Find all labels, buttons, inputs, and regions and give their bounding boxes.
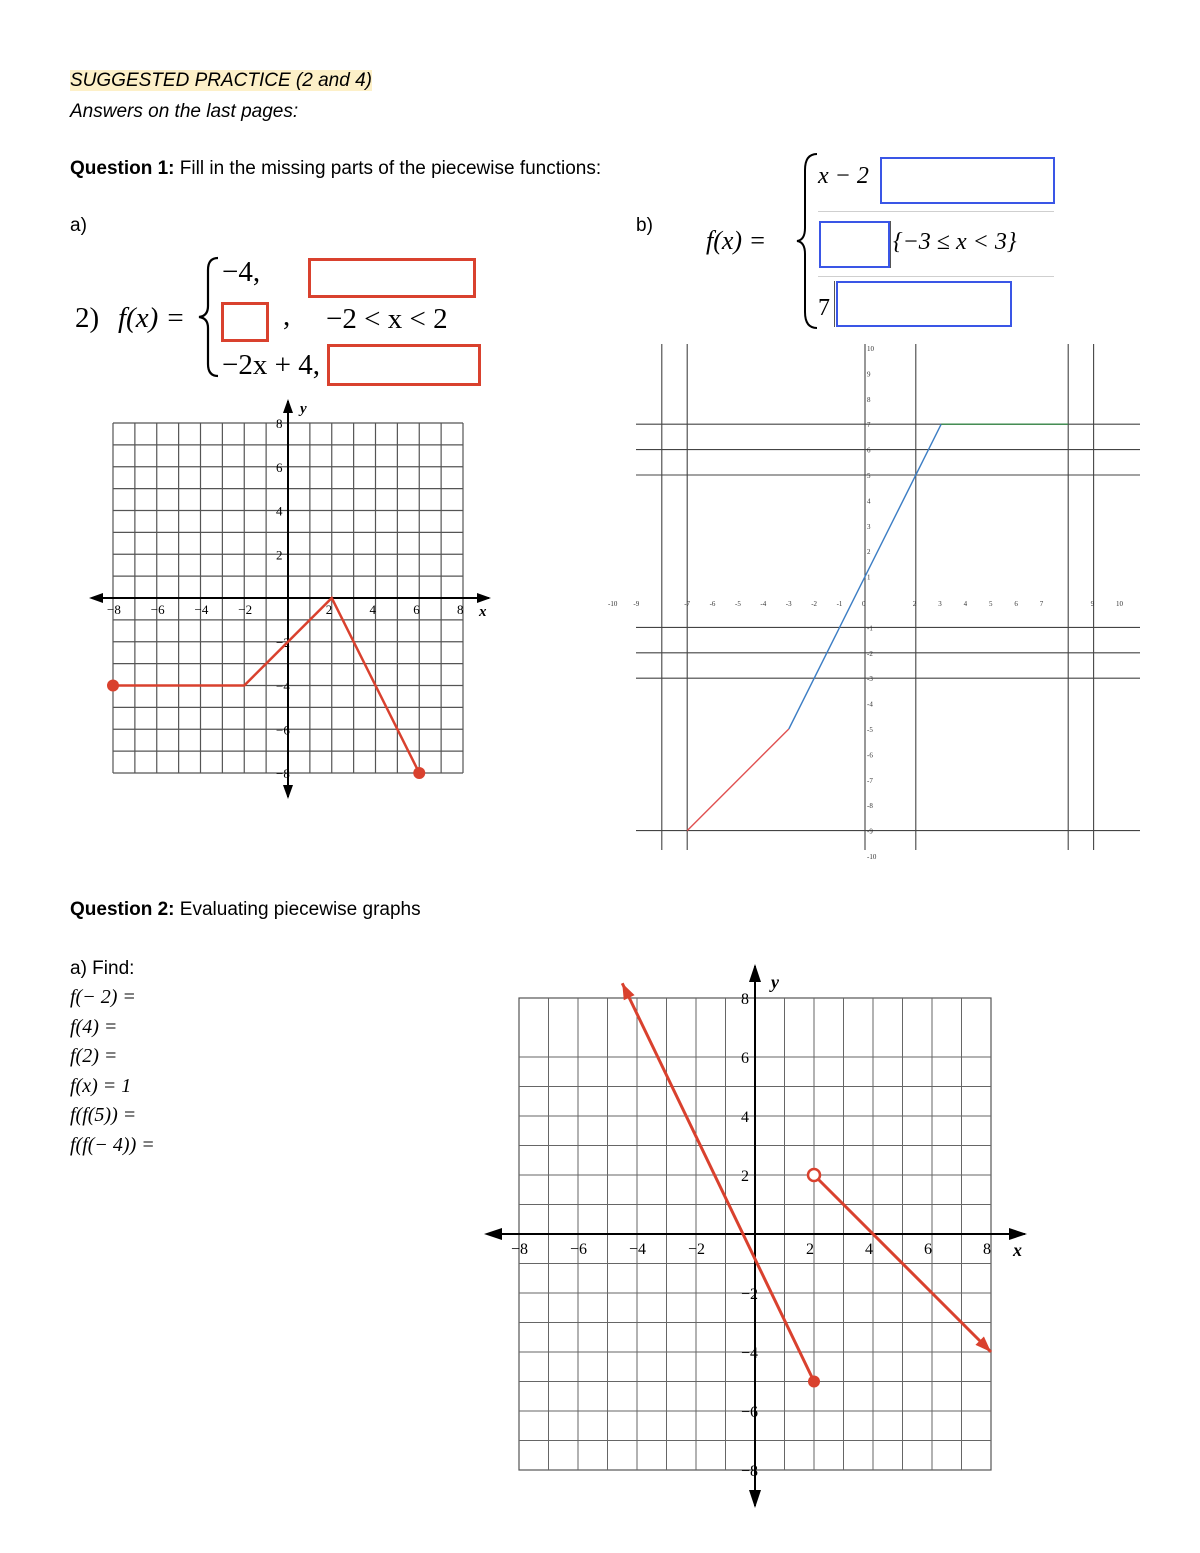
divider — [890, 221, 891, 268]
answer-box-a-piece-2[interactable] — [221, 302, 269, 342]
y-tick-label: 7 — [867, 421, 871, 430]
x-tick-label: 3 — [938, 600, 942, 608]
open-endpoint — [808, 1169, 820, 1181]
closed-endpoint — [107, 680, 119, 692]
closed-endpoint — [808, 1376, 820, 1388]
y-tick-label: -4 — [867, 700, 873, 709]
y-tick-label: 4 — [867, 497, 871, 506]
evaluation-line: f(x) = 1 — [70, 1074, 132, 1097]
y-tick-label: -9 — [867, 827, 873, 836]
y-tick-label: 3 — [867, 522, 871, 531]
x-tick-label: 8 — [457, 602, 464, 617]
y-tick-label: 6 — [276, 459, 283, 475]
evaluation-line: f(2) = — [70, 1045, 118, 1067]
function-a-name: f(x) = — [118, 302, 186, 334]
x-axis-label: x — [1013, 1240, 1022, 1260]
y-tick-label: -5 — [867, 726, 873, 734]
find-label: a) Find: — [70, 958, 135, 979]
x-tick-label: 6 — [924, 1241, 932, 1258]
y-tick-label: 1 — [867, 573, 871, 582]
divider — [818, 211, 1054, 212]
x-tick-label: -5 — [735, 600, 741, 608]
question-1-label: Question 1: — [70, 158, 175, 179]
function-b-name: f(x) = — [706, 226, 767, 255]
closed-endpoint — [413, 767, 425, 779]
question-1-text: Fill in the missing parts of the piecewise functions: — [174, 158, 602, 179]
x-axis-arrow-icon — [477, 593, 491, 603]
x-tick-label: −8 — [107, 602, 121, 617]
y-tick-label: −8 — [741, 1463, 759, 1480]
function-b-piece-3: 7 — [818, 295, 830, 321]
answer-box-b-domain-3[interactable] — [836, 281, 1012, 327]
graph-2a — [480, 960, 1040, 1510]
y-tick-label: -10 — [867, 853, 877, 861]
question-2-label: Question 2: — [70, 899, 175, 920]
graph-1b — [608, 340, 1145, 861]
y-tick-label: −4 — [741, 1345, 759, 1362]
x-tick-label: -2 — [811, 600, 818, 608]
x-tick-label: −2 — [688, 1241, 706, 1258]
answer-box-b-piece-2[interactable] — [819, 221, 890, 268]
part-b-label: b) — [636, 215, 653, 236]
y-tick-label: -3 — [867, 675, 873, 684]
x-tick-label: -3 — [785, 600, 792, 608]
y-tick-label: 8 — [867, 395, 871, 404]
x-tick-label: -10 — [608, 600, 618, 608]
y-tick-label: 8 — [741, 991, 749, 1008]
y-tick-label: −8 — [276, 766, 290, 781]
x-tick-label: 4 — [369, 602, 376, 617]
function-b-domain-2: {−3 ≤ x < 3} — [893, 229, 1017, 255]
y-tick-label: -8 — [867, 802, 873, 811]
x-tick-label: -7 — [684, 600, 691, 608]
function-a-number: 2) — [75, 302, 100, 334]
question-2-heading — [70, 899, 421, 921]
answer-box-a-domain-1[interactable] — [308, 258, 476, 298]
y-tick-label: 5 — [867, 472, 871, 480]
x-tick-label: 2 — [325, 602, 333, 617]
x-tick-label: −8 — [511, 1241, 529, 1258]
y-tick-label: 10 — [867, 345, 874, 353]
y-tick-label: −2 — [276, 634, 290, 650]
y-tick-label: −6 — [276, 722, 290, 738]
subtitle: Answers on the last pages: — [70, 101, 299, 122]
y-tick-label: 2 — [276, 547, 283, 563]
title-text: SUGGESTED PRACTICE (2 and 4) — [70, 70, 372, 91]
x-tick-label: 5 — [989, 600, 993, 608]
x-tick-label: 2 — [806, 1241, 814, 1258]
y-tick-label: 2 — [867, 548, 871, 557]
x-tick-label: 7 — [1039, 600, 1044, 608]
x-tick-label: -9 — [633, 600, 640, 608]
answer-box-a-domain-3[interactable] — [327, 344, 481, 386]
y-tick-label: -7 — [867, 776, 873, 785]
y-axis-arrow-icon — [749, 964, 761, 982]
x-tick-label: -1 — [836, 600, 843, 608]
evaluation-line: f(− 2) = — [70, 986, 136, 1008]
y-tick-label: -6 — [867, 751, 873, 760]
y-axis-arrow-icon — [283, 785, 293, 799]
y-tick-label: 8 — [276, 416, 283, 431]
y-tick-label: −4 — [276, 678, 290, 694]
x-tick-label: 6 — [413, 602, 420, 617]
divider — [818, 276, 1054, 277]
y-tick-label: 6 — [867, 446, 871, 455]
x-tick-label: 9 — [1090, 600, 1095, 608]
y-tick-label: 4 — [741, 1109, 749, 1126]
x-tick-label: −4 — [629, 1241, 647, 1258]
x-axis-arrow-icon — [484, 1228, 502, 1240]
x-tick-label: 0 — [862, 600, 866, 608]
evaluation-line: f(f(− 4)) = — [70, 1133, 155, 1156]
x-tick-label: 4 — [963, 600, 968, 608]
function-line — [687, 729, 789, 831]
y-tick-label: 2 — [741, 1168, 749, 1185]
x-tick-label: −6 — [150, 602, 165, 617]
y-axis-label: y — [300, 401, 307, 417]
function-b-piece-1: x − 2 — [818, 163, 869, 189]
y-tick-label: -2 — [867, 649, 873, 658]
evaluation-list — [70, 983, 155, 1160]
y-axis-arrow-icon — [749, 1490, 761, 1508]
graph-1a — [85, 395, 505, 805]
y-axis-label: y — [771, 972, 779, 992]
evaluation-line: f(f(5)) = — [70, 1104, 137, 1126]
title — [70, 70, 372, 92]
y-tick-label: -1 — [867, 624, 873, 633]
evaluation-line: f(4) = — [70, 1015, 118, 1038]
x-tick-label: -6 — [709, 600, 716, 608]
y-tick-label: 4 — [276, 503, 283, 519]
x-tick-label: 2 — [912, 600, 917, 608]
y-tick-label: 6 — [741, 1050, 749, 1067]
x-tick-label: -4 — [760, 600, 767, 608]
y-tick-label: 9 — [867, 370, 871, 379]
x-tick-label: 6 — [1014, 600, 1018, 608]
function-a-piece-1: −4, — [222, 256, 261, 288]
x-tick-label: 4 — [865, 1241, 873, 1258]
x-tick-label: 10 — [1116, 600, 1123, 608]
y-tick-label: −2 — [741, 1286, 759, 1303]
x-tick-label: 8 — [983, 1241, 991, 1258]
x-axis-arrow-icon — [1009, 1228, 1027, 1240]
answer-box-b-domain-1[interactable] — [880, 157, 1055, 204]
y-axis-arrow-icon — [283, 399, 293, 413]
function-ray — [622, 983, 814, 1381]
function-a-domain-2: −2 < x < 2 — [326, 303, 448, 335]
function-b-brace — [795, 152, 819, 330]
y-tick-label: −6 — [741, 1404, 759, 1421]
x-tick-label: −4 — [194, 602, 209, 617]
function-a-comma: , — [283, 300, 291, 332]
divider — [834, 281, 835, 327]
x-axis-arrow-icon — [89, 593, 103, 603]
x-axis-label: x — [479, 604, 487, 620]
part-a-label: a) — [70, 215, 87, 236]
x-tick-label: −6 — [570, 1241, 588, 1258]
function-a-piece-3: −2x + 4, — [222, 349, 320, 381]
function-a-brace — [196, 256, 220, 378]
question-2-text: Evaluating piecewise graphs — [174, 899, 421, 920]
question-1-heading — [70, 158, 601, 180]
x-tick-label: −2 — [238, 602, 253, 617]
